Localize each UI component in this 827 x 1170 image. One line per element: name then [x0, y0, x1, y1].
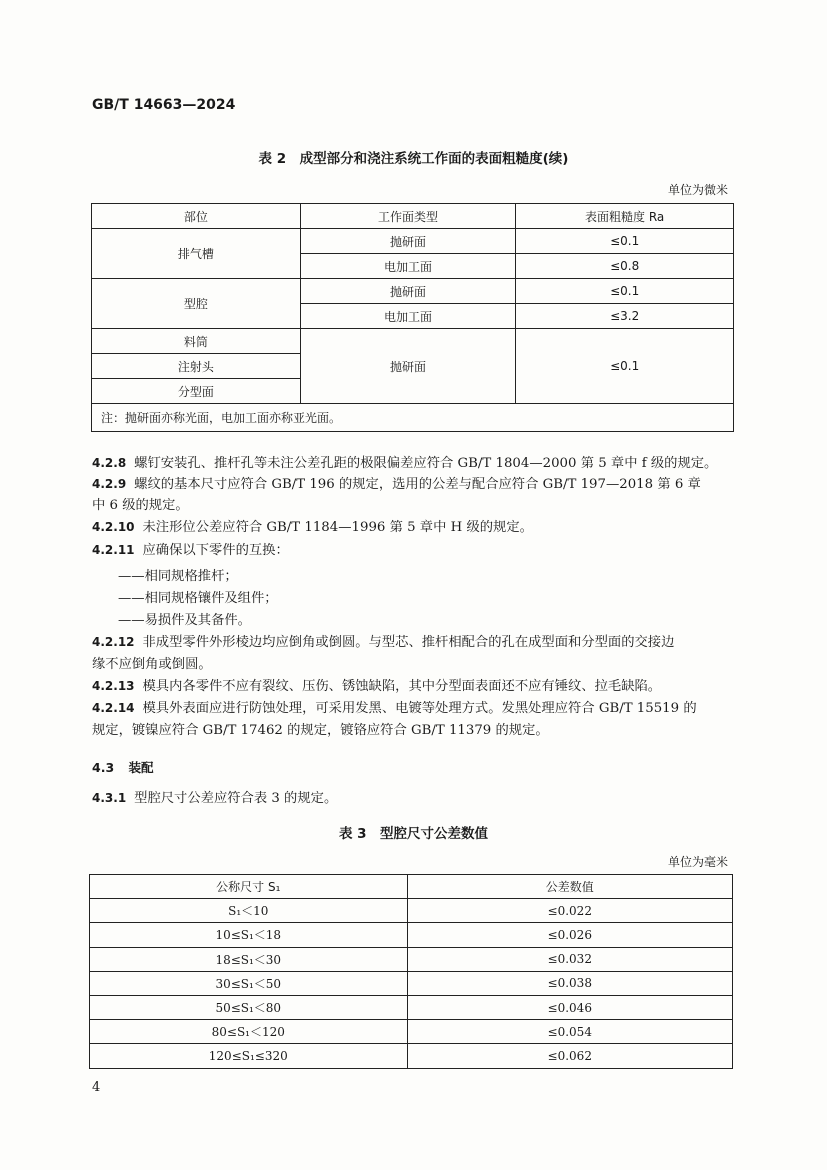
clause-number: 4.2.11 — [92, 543, 135, 557]
ra-cell: ≤3.2 — [516, 304, 734, 329]
clause-text: 螺纹的基本尺寸应符合 GB/T 196 的规定，选用的公差与配合应符合 GB/T 197—2018 第 6 章 — [134, 477, 701, 492]
size-cell: 50≤S₁＜80 — [90, 995, 408, 1019]
table-note-row — [92, 404, 734, 432]
section-title: 装配 — [128, 760, 154, 775]
clause-number: 4.2.14 — [92, 701, 135, 715]
clause-text: 未注形位公差应符合 GB/T 1184—1996 第 5 章中 H 级的规定。 — [142, 520, 533, 535]
clause-number: 4.2.13 — [92, 679, 135, 693]
clause-text: 规定，镀镍应符合 GB/T 17462 的规定，镀铬应符合 GB/T 11379 的规定。 — [92, 723, 549, 738]
part-cell: 料筒 — [92, 329, 301, 354]
type-cell: 抛研面 — [300, 279, 516, 304]
clause-4-2-14-cont — [92, 720, 742, 741]
size-cell: 18≤S₁＜30 — [90, 947, 408, 971]
header-cell: 公称尺寸 S₁ — [90, 875, 408, 899]
ra-cell: ≤0.1 — [516, 279, 734, 304]
table-row — [92, 329, 734, 354]
part-cell: 分型面 — [92, 379, 301, 404]
clause-text: 非成型零件外形棱边均应倒角或倒圆。与型芯、推杆相配合的孔在成型面和分型面的交接边 — [142, 635, 675, 650]
clause-number: 4.2.10 — [92, 520, 135, 534]
clause-4-2-11 — [92, 540, 742, 561]
page-number: 4 — [92, 1080, 101, 1095]
table-row — [90, 971, 733, 995]
list-item: ——相同规格推杆； — [118, 569, 238, 584]
ra-cell: ≤0.1 — [516, 229, 734, 254]
clause-4-2-8 — [92, 453, 742, 474]
table2-unit: 单位为微米 — [668, 183, 729, 197]
clause-number: 4.3.1 — [92, 791, 127, 805]
clause-text: 模具外表面应进行防蚀处理，可采用发黑、电镀等处理方式。发黑处理应符合 GB/T 15519 的 — [142, 701, 697, 716]
tolerance-cell: ≤0.046 — [407, 995, 732, 1019]
type-cell: 电加工面 — [300, 254, 516, 279]
clause-4-2-12-cont — [92, 654, 742, 675]
table-header-row — [92, 204, 734, 229]
part-cell: 型腔 — [92, 279, 301, 329]
clause-4-2-9-cont — [92, 495, 742, 516]
size-cell: S₁＜10 — [90, 899, 408, 923]
tolerance-cell: ≤0.032 — [407, 947, 732, 971]
size-cell: 10≤S₁＜18 — [90, 923, 408, 947]
clause-text: 模具内各零件不应有裂纹、压伤、锈蚀缺陷，其中分型面表面还不应有锤纹、拉毛缺陷。 — [142, 679, 662, 694]
list-item: ——相同规格镶件及组件； — [118, 591, 278, 606]
standard-number: GB/T 14663—2024 — [92, 97, 236, 113]
table3 — [89, 874, 733, 1069]
header-cell: 表面粗糙度 Ra — [516, 204, 734, 229]
clause-4-2-12 — [92, 632, 742, 653]
header-cell: 公差数值 — [407, 875, 732, 899]
part-cell: 注射头 — [92, 354, 301, 379]
clause-4-2-9 — [92, 474, 742, 495]
table-note: 注：抛研面亦称光面，电加工面亦称亚光面。 — [92, 404, 734, 432]
table-row — [90, 923, 733, 947]
size-cell: 120≤S₁≤320 — [90, 1044, 408, 1068]
clause-text: 螺钉安装孔、推杆孔等未注公差孔距的极限偏差应符合 GB/T 1804—2000 第 5 章中 f 级的规定。 — [134, 456, 718, 471]
table-row — [90, 995, 733, 1019]
header-cell: 工作面类型 — [300, 204, 516, 229]
clause-number: 4.2.12 — [92, 635, 135, 649]
table-row — [90, 899, 733, 923]
clause-number: 4.2.9 — [92, 477, 127, 491]
clause-text: 缘不应倒角或倒圆。 — [92, 657, 212, 672]
table-row — [90, 1020, 733, 1044]
tolerance-cell: ≤0.022 — [407, 899, 732, 923]
table-row — [92, 229, 734, 254]
clause-text: 型腔尺寸公差应符合表 3 的规定。 — [134, 791, 338, 806]
type-cell: 抛研面 — [300, 229, 516, 254]
table3-unit: 单位为毫米 — [668, 855, 729, 869]
table2-caption: 表 2 成型部分和浇注系统工作面的表面粗糙度(续) — [258, 151, 569, 167]
clause-number: 4.2.8 — [92, 456, 127, 470]
part-cell: 排气槽 — [92, 229, 301, 279]
clause-text: 中 6 级的规定。 — [92, 498, 189, 513]
header-cell: 部位 — [92, 204, 301, 229]
table-header-row — [90, 875, 733, 899]
size-cell: 30≤S₁＜50 — [90, 971, 408, 995]
clause-4-2-13 — [92, 676, 742, 697]
tolerance-cell: ≤0.062 — [407, 1044, 732, 1068]
ra-cell: ≤0.1 — [516, 329, 734, 404]
table3-caption: 表 3 型腔尺寸公差数值 — [338, 826, 489, 842]
type-cell: 电加工面 — [300, 304, 516, 329]
section-heading-4-3 — [92, 758, 154, 776]
section-number: 4.3 — [92, 760, 115, 775]
size-cell: 80≤S₁＜120 — [90, 1020, 408, 1044]
table-row — [92, 279, 734, 304]
tolerance-cell: ≤0.038 — [407, 971, 732, 995]
table-row — [90, 947, 733, 971]
table2 — [91, 203, 734, 432]
type-cell: 抛研面 — [300, 329, 516, 404]
clause-4-2-14 — [92, 698, 742, 719]
list-item: ——易损件及其备件。 — [118, 613, 251, 628]
clause-4-2-10 — [92, 517, 742, 538]
table-row — [90, 1044, 733, 1068]
ra-cell: ≤0.8 — [516, 254, 734, 279]
tolerance-cell: ≤0.026 — [407, 923, 732, 947]
clause-4-3-1 — [92, 788, 742, 809]
tolerance-cell: ≤0.054 — [407, 1020, 732, 1044]
clause-text: 应确保以下零件的互换： — [142, 543, 289, 558]
